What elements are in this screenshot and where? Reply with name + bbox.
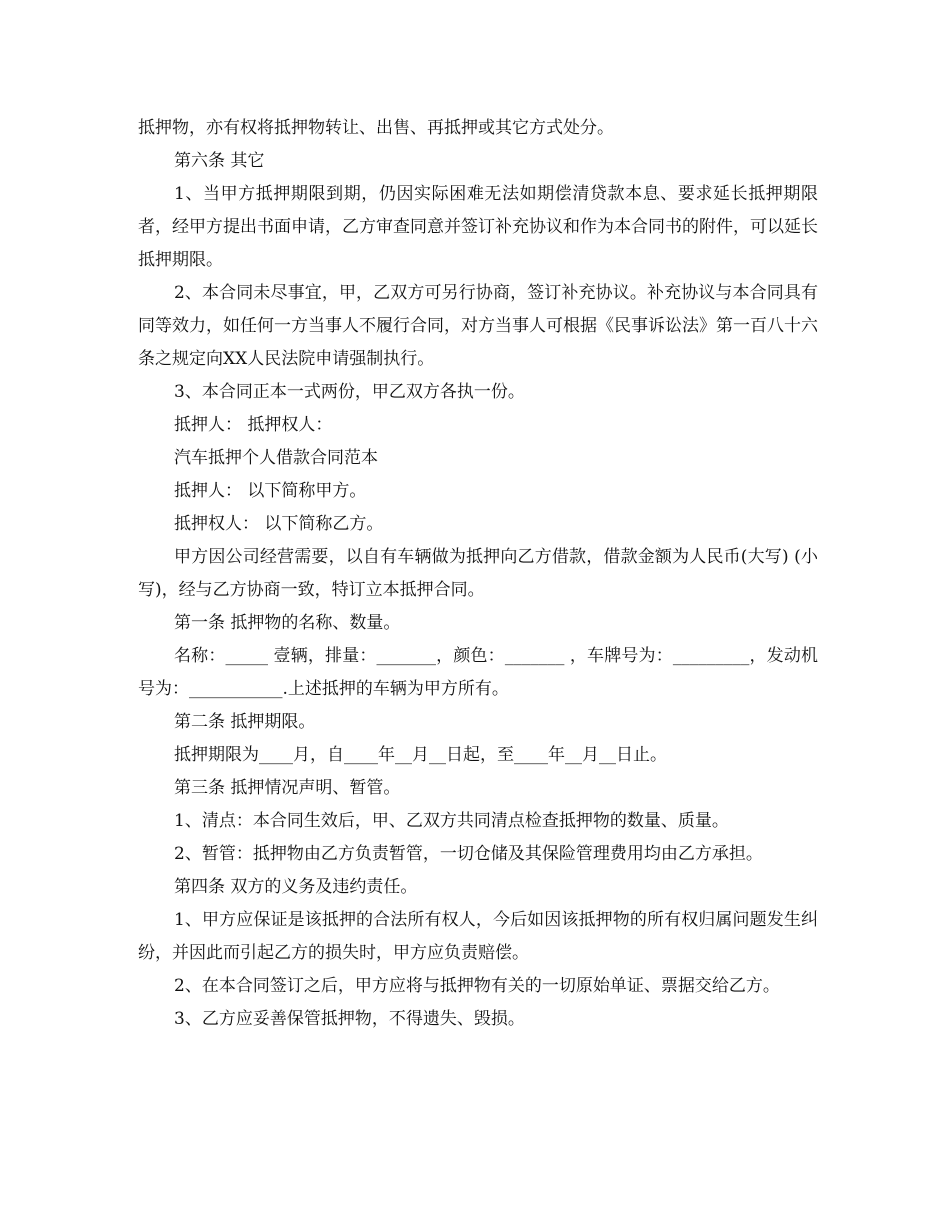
paragraph: 甲方因公司经营需要，以自有车辆做为抵押向乙方借款，借款金额为人民币(大写) (小写)，经与乙方协商一致，特订立本抵押合同。	[138, 547, 818, 600]
section-heading: 第六条 其它	[174, 151, 265, 171]
paragraph: 名称：_____ 壹辆，排量：_______，颜色：_______ ，车牌号为：_________，发动机号为：___________.上述抵押的车辆为甲方所有。	[138, 646, 818, 699]
paragraph: 2、暂管：抵押物由乙方负责暂管，一切仓储及其保险管理费用均由乙方承担。	[174, 844, 763, 864]
section-heading: 第三条 抵押情况声明、暂管。	[174, 778, 401, 798]
paragraph: 抵押期限为____月，自____年__月__日起，至____年__月__日止。	[174, 745, 667, 765]
section-heading: 第二条 抵押期限。	[174, 712, 316, 732]
paragraph: 抵押物，亦有权将抵押物转让、出售、再抵押或其它方式处分。	[138, 118, 614, 138]
paragraph: 2、在本合同签订之后，甲方应将与抵押物有关的一切原始单证、票据交给乙方。	[174, 976, 780, 996]
signature-line: 抵押人： 抵押权人：	[174, 415, 333, 435]
paragraph: 1、当甲方抵押期限到期，仍因实际困难无法如期偿清贷款本息、要求延长抵押期限者，经甲方提出书面申请，乙方审查同意并签订补充协议和作为本合同书的附件，可以延长抵押期限。	[138, 184, 818, 270]
section-heading: 第四条 双方的义务及违约责任。	[174, 877, 418, 897]
paragraph: 3、乙方应妥善保管抵押物，不得遗失、毁损。	[174, 1009, 525, 1029]
document-body	[138, 112, 818, 1036]
paragraph: 1、清点：本合同生效后，甲、乙双方共同清点检查抵押物的数量、质量。	[174, 811, 729, 831]
party-line: 抵押权人： 以下简称乙方。	[174, 514, 384, 534]
paragraph: 2、本合同未尽事宜，甲，乙双方可另行协商，签订补充协议。补充协议与本合同具有同等效力，如任何一方当事人不履行合同，对方当事人可根据《民事诉讼法》第一百八十六条之规定向XX人民法院申请强制执行。	[138, 283, 818, 369]
section-heading: 第一条 抵押物的名称、数量。	[174, 613, 401, 633]
paragraph: 3、本合同正本一式两份，甲乙双方各执一份。	[174, 382, 525, 402]
party-line: 抵押人： 以下简称甲方。	[174, 481, 367, 501]
document-title: 汽车抵押个人借款合同范本	[174, 448, 378, 468]
paragraph: 1、甲方应保证是该抵押的合法所有权人，今后如因该抵押物的所有权归属问题发生纠纷，并因此而引起乙方的损失时，甲方应负责赔偿。	[138, 910, 818, 963]
